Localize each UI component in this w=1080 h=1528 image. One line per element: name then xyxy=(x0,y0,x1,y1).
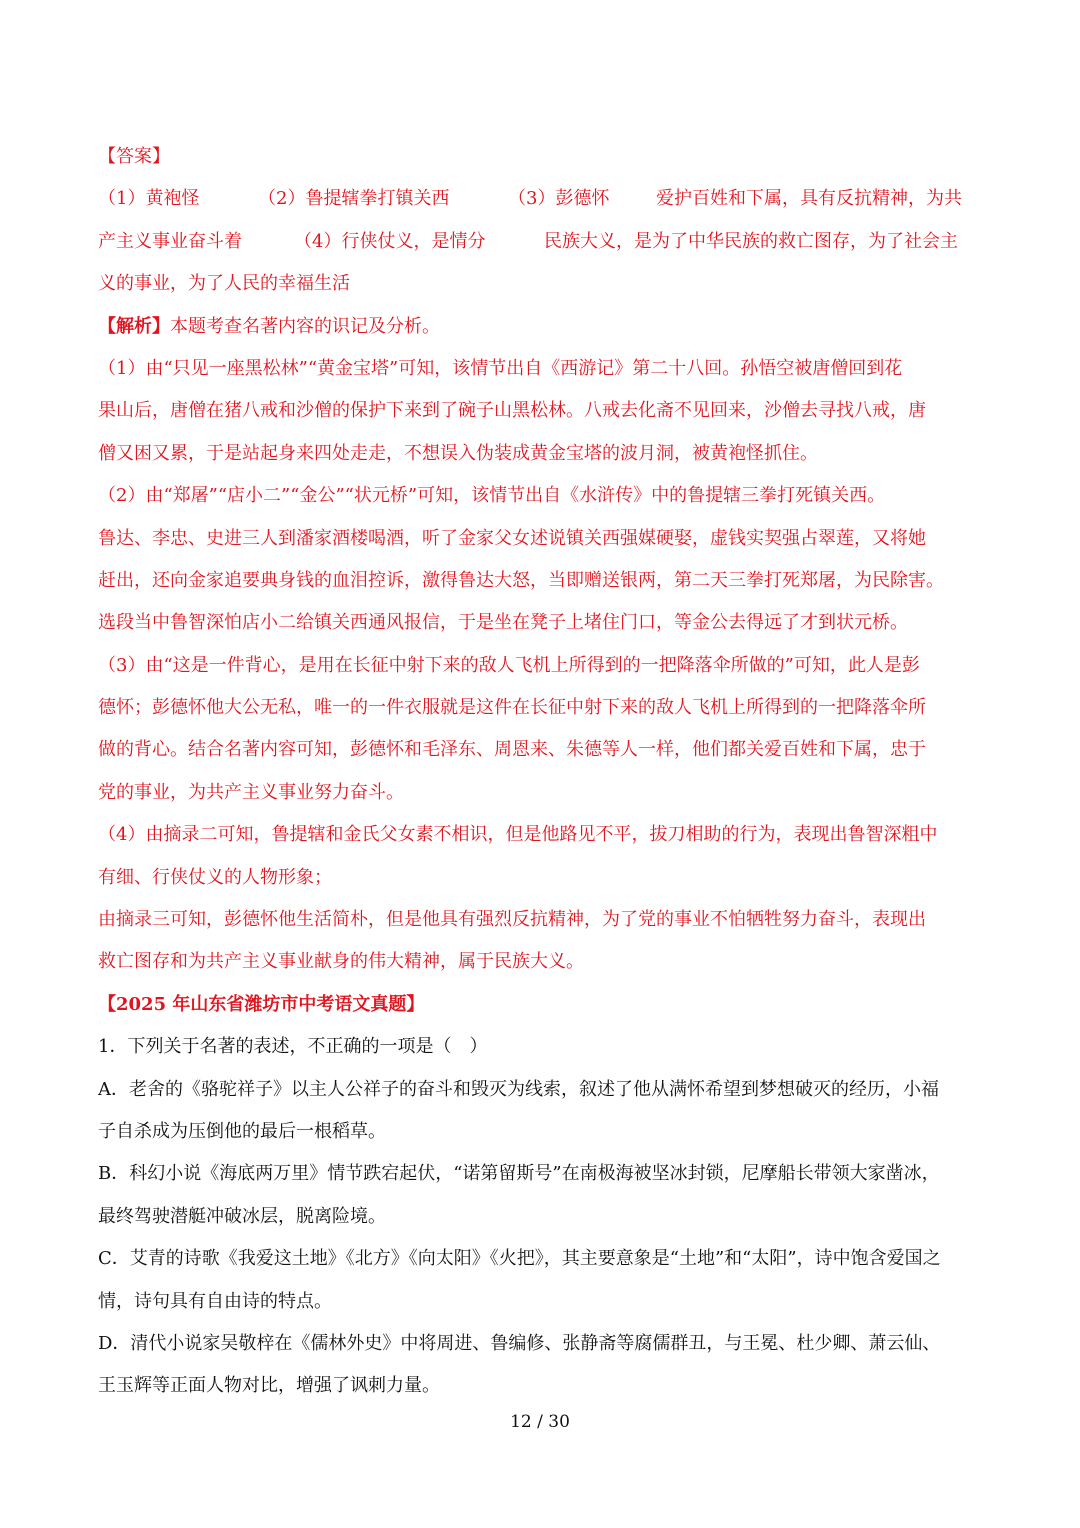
page-number: 12 / 30 xyxy=(510,1412,570,1432)
answer-line-3: 义的事业，为了人民的幸福生活 xyxy=(98,273,350,295)
analysis-p3-line: （3）由“这是一件背心，是用在长征中射下来的敌人飞机上所得到的一把降落伞所做的”可知，此人是彭 xyxy=(98,654,920,676)
option-a-line: 子自杀成为压倒他的最后一根稻草。 xyxy=(98,1120,386,1142)
analysis-heading xyxy=(98,306,984,348)
analysis-label: 【解析】 xyxy=(98,315,170,337)
analysis-p4-line: 有细、行侠仗义的人物形象； xyxy=(98,866,332,888)
exam-section-heading: 【2025 年山东省潍坊市中考语文真题】 xyxy=(98,993,425,1015)
answer-item-3: （3）彭德怀 xyxy=(508,188,610,210)
analysis-p3-line: 做的背心。结合名著内容可知，彭德怀和毛泽东、周恩来、朱德等人一样，他们都关爱百姓和下属，忠于 xyxy=(98,739,926,761)
analysis-p1-line: （1）由“只见一座黑松林”“黄金宝塔”可知，该情节出自《西游记》第二十八回。孙悟空被唐僧回到花 xyxy=(98,357,903,379)
option-d-line: D．清代小说家吴敬梓在《儒林外史》中将周进、鲁编修、张静斋等腐儒群丑，与王冕、杜少卿、萧云仙、 xyxy=(98,1332,941,1354)
analysis-intro: 本题考查名著内容的识记及分析。 xyxy=(170,315,440,337)
page-content xyxy=(98,136,984,1408)
answer-item-4: （4）行侠仗义，是情分 xyxy=(294,230,486,252)
option-c-line: 情，诗句具有自由诗的特点。 xyxy=(98,1290,332,1312)
analysis-p2-line: 赶出，还向金家追要典身钱的血泪控诉，激得鲁达大怒，当即赠送银两，第二天三拳打死郑屠，为民除害。 xyxy=(98,569,944,591)
analysis-p3-line: 党的事业，为共产主义事业努力奋斗。 xyxy=(98,781,404,803)
option-b-line: B．科幻小说《海底两万里》情节跌宕起伏，“诺第留斯号”在南极海被坚冰封锁，尼摩船长带领大家凿冰， xyxy=(98,1163,940,1185)
question-stem: 1．下列关于名著的表述，不正确的一项是（ ） xyxy=(98,1036,488,1058)
analysis-p3-line: 德怀；彭德怀他大公无私，唯一的一件衣服就是这件在长征中射下来的敌人飞机上所得到的一把降落伞所 xyxy=(98,697,926,719)
analysis-p2-line: 选段当中鲁智深怕店小二给镇关西通风报信，于是坐在凳子上堵住门口，等金公去得远了才到状元桥。 xyxy=(98,612,908,634)
option-c-line: C．艾青的诗歌《我爱这土地》《北方》《向太阳》《火把》，其主要意象是“土地”和“太阳”，诗中饱含爱国之 xyxy=(98,1248,941,1270)
analysis-p2-line: 鲁达、李忠、史进三人到潘家酒楼喝酒，听了金家父女述说镇关西强媒硬娶，虚钱实契强占翠莲，又将她 xyxy=(98,527,926,549)
answer-item-4-detail: 民族大义，是为了中华民族的救亡图存，为了社会主 xyxy=(544,230,958,252)
analysis-p2-line: （2）由“郑屠”“店小二”“金公”“状元桥”可知，该情节出自《水浒传》中的鲁提辖三拳打死镇关西。 xyxy=(98,485,886,507)
answer-line-2 xyxy=(98,221,984,263)
answer-item-3-detail-cont: 产主义事业奋斗着 xyxy=(98,230,242,252)
option-b-line: 最终驾驶潜艇冲破冰层，脱离险境。 xyxy=(98,1205,386,1227)
analysis-p5-line: 由摘录三可知，彭德怀他生活简朴，但是他具有强烈反抗精神，为了党的事业不怕牺牲努力奋斗，表现出 xyxy=(98,909,926,931)
answer-item-1: （1）黄袍怪 xyxy=(98,188,200,210)
analysis-p1-line: 僧又困又累，于是站起身来四处走走，不想误入伪装成黄金宝塔的波月洞，被黄袍怪抓住。 xyxy=(98,442,818,464)
option-d-line: 王玉辉等正面人物对比，增强了讽刺力量。 xyxy=(98,1375,440,1397)
analysis-p1-line: 果山后，唐僧在猪八戒和沙僧的保护下来到了碗子山黑松林。八戒去化斋不见回来，沙僧去寻找八戒，唐 xyxy=(98,400,926,422)
option-a-line: A．老舍的《骆驼祥子》以主人公祥子的奋斗和毁灭为线索，叙述了他从满怀希望到梦想破灭的经历，小福 xyxy=(98,1078,939,1100)
answer-item-3-detail: 爱护百姓和下属，具有反抗精神，为共 xyxy=(656,188,962,210)
analysis-p5-line: 救亡图存和为共产主义事业献身的伟大精神，属于民族大义。 xyxy=(98,951,584,973)
answer-item-2: （2）鲁提辖拳打镇关西 xyxy=(258,188,450,210)
answer-line-1 xyxy=(98,178,984,220)
analysis-p4-line: （4）由摘录二可知，鲁提辖和金氏父女素不相识，但是他路见不平，拔刀相助的行为，表现出鲁智深粗中 xyxy=(98,824,938,846)
answer-heading: 【答案】 xyxy=(98,146,170,167)
